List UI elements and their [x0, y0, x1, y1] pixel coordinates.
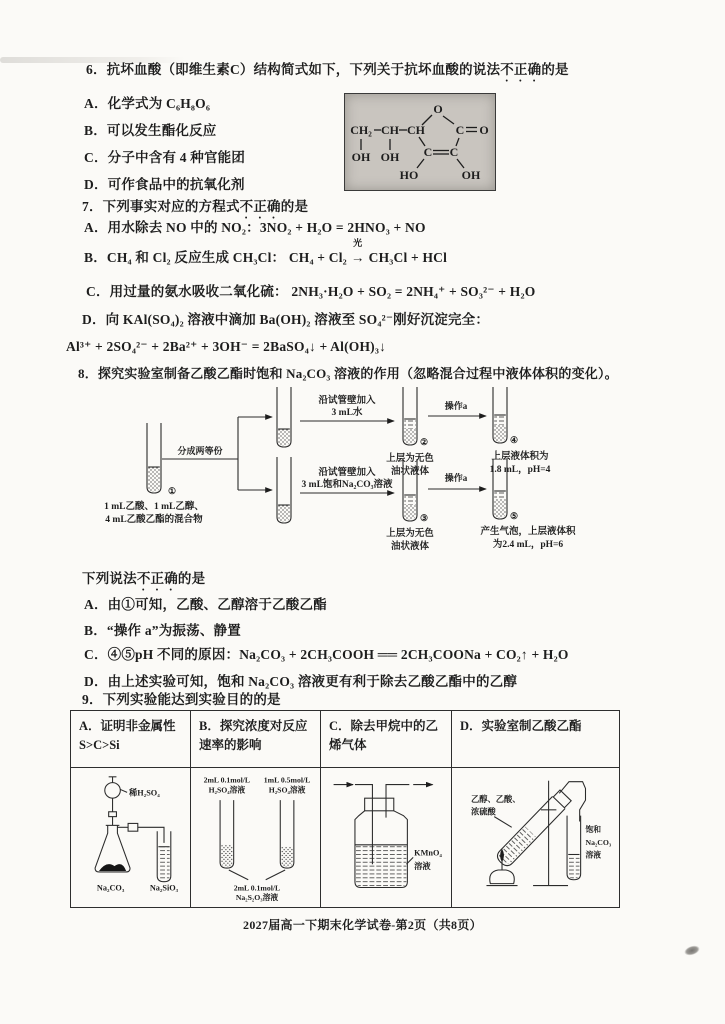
bottom-add-label-1: 沿试管壁加入 — [318, 468, 376, 478]
q8-option-b: B．“操作 a”为振荡、静置 — [84, 623, 241, 638]
reaction-arrow — [347, 238, 369, 268]
struct-oh-mid: OH — [380, 150, 400, 164]
tube-2-caption-1: 上层为无色 — [386, 454, 434, 464]
mixture-label-2: 4 mL乙酸乙酯的混合物 — [105, 515, 203, 525]
struct-ch2: CH₂ — [350, 123, 372, 137]
q7-stem-tail: 的是 — [280, 199, 309, 214]
q9-header-a: A．证明非金属性S>C>Si — [71, 711, 191, 768]
struct-o-ring: O — [433, 102, 443, 116]
q8-substem — [82, 569, 205, 594]
kmno4-label-2: 溶液 — [413, 862, 431, 872]
q8-flow-diagram — [88, 383, 663, 555]
saturated-label-2: Na₂CO₃ — [585, 837, 612, 847]
reaction-condition: 光 — [353, 238, 363, 248]
tube-3-caption-1: 上层为无色 — [386, 529, 434, 539]
tube-1-conc-label-2: H₂SO₄溶液 — [208, 785, 245, 795]
receiving-tube — [567, 816, 581, 880]
q8-substem-tail: 的是 — [177, 571, 206, 586]
na2sio3-label: Na₂SiO₃ — [149, 883, 178, 893]
q7-option-c: C．用过量的氨水吸收二氧化硫： 2NH₃·H₂O + SO₂ = 2NH₄⁺ + SO₃²⁻ + H₂O — [86, 284, 536, 299]
q6-option-d: D．可作食品中的抗氧化剂 — [84, 177, 245, 192]
tube-4-caption-1: 上层液体积为 — [491, 452, 549, 462]
q6-stem — [86, 60, 569, 85]
tube-1-number: ① — [168, 486, 177, 496]
q9-table — [70, 710, 620, 908]
q8-stem: 8．探究实验室制备乙酸乙酯时饱和 Na₂CO₃ 溶液的作用（忽略混合过程中液体体积的变化）。 — [78, 366, 618, 381]
split-label: 分成两等份 — [177, 446, 223, 456]
vitamin-c-structure-box — [344, 93, 496, 191]
q8-option-c: C．④⑤pH 不同的原因：Na₂CO₃ + 2CH₃COOH ══ 2CH₃COONa + CO₂↑ + H₂O — [84, 647, 569, 662]
apparatus-a-diagram — [73, 771, 189, 904]
q6-stem-text: 6．抗坏血酸（即维生素C）结构简式如下，下列关于抗坏血酸的说法 — [86, 62, 501, 77]
struct-c-left: C — [423, 145, 433, 159]
bottom-add-label-2: 3 mL饱和Na₂CO₃溶液 — [301, 480, 393, 490]
q7-option-b-products: CH₃Cl + HCl — [368, 250, 448, 265]
q7-stem-text: 7．下列事实对应的方程式 — [82, 199, 240, 214]
saturated-label-3: 溶液 — [585, 850, 602, 860]
q9-header-b: B．探究浓度对反应速率的影响 — [191, 711, 321, 768]
vitamin-c-structure-diagram — [345, 94, 497, 190]
operation-a-bottom: 操作a — [444, 473, 468, 483]
apparatus-d-diagram — [454, 771, 617, 904]
struct-o-carbonyl: O — [479, 123, 489, 137]
tube-5-caption-2: 为2.4 mL，pH=6 — [492, 540, 564, 550]
tube-5-caption-1: 产生气泡，上层液体积 — [480, 527, 576, 537]
struct-oh-bottom: OH — [461, 168, 481, 182]
q9-stem: 9．下列实验能达到实验目的的是 — [82, 692, 281, 707]
na2s2o3-label-2: Na₂S₂O₃溶液 — [235, 893, 278, 903]
operation-a-top: 操作a — [444, 401, 468, 411]
tube-2-caption-2: 油状液体 — [390, 467, 430, 477]
tube-3-caption-2: 油状液体 — [390, 542, 430, 552]
q6-option-c: C．分子中含有 4 种官能团 — [84, 150, 246, 165]
q6-stem-tail: 的是 — [541, 62, 569, 77]
q9-cell-c — [321, 768, 452, 907]
struct-ho-bottom: HO — [399, 168, 419, 182]
page-footer: 2027届高一下期末化学试卷-第2页（共8页） — [243, 918, 482, 932]
tube-1-conc-label-1: 2mL 0.1mol/L — [203, 775, 250, 785]
mixture-label-line2: 浓硫酸 — [470, 807, 496, 817]
saturated-label-1: 饱和 — [585, 825, 602, 835]
struct-c-right: C — [449, 145, 459, 159]
mixture-label-line1: 乙醇、乙酸、 — [470, 795, 521, 805]
tube-4-caption-2: 1.8 mL，pH=4 — [489, 465, 551, 475]
struct-ch-mid: CH — [381, 123, 399, 137]
q9-header-d: D．实验室制乙酸乙酯 — [452, 711, 619, 768]
q9-header-c: C．除去甲烷中的乙烯气体 — [321, 711, 452, 768]
q8-option-d: D．由上述实验可知，饱和 Na₂CO₃ 溶液更有利于除去乙酸乙酯中的乙醇 — [84, 674, 518, 689]
tube-2-number: ② — [420, 437, 429, 447]
q7-option-b-text: B．CH₄ 和 Cl₂ 反应生成 CH₃Cl： CH₄ + Cl₂ — [84, 250, 347, 265]
mixture-label-1: 1 mL乙酸、1 mL乙醇、 — [104, 502, 204, 512]
q7-stem-emphasis: 不正确 — [239, 199, 281, 214]
apparatus-c-diagram — [323, 771, 450, 904]
struct-ch-ring: CH — [407, 123, 425, 137]
tube-4-number: ④ — [510, 435, 519, 445]
q9-cell-d — [452, 768, 619, 907]
q6-option-b: B．可以发生酯化反应 — [84, 123, 217, 138]
q7-option-b — [84, 238, 448, 268]
q7-option-d-equation: Al³⁺ + 2SO₄²⁻ + 2Ba²⁺ + 3OH⁻ = 2BaSO₄↓ + Al(OH)₃↓ — [66, 339, 387, 354]
q9-cell-b — [191, 768, 321, 907]
struct-oh-left: OH — [351, 150, 371, 164]
arrow-glyph: → — [350, 250, 365, 265]
q6-option-a: A．化学式为 C₆H₈O₆ — [84, 96, 211, 111]
kmno4-label-1: KMnO₄ — [413, 848, 442, 858]
test-tube-2 — [403, 387, 417, 445]
test-tube-1 — [147, 423, 161, 493]
test-tube-4 — [493, 387, 507, 443]
tube-3-number: ③ — [420, 513, 429, 523]
scan-smudge — [683, 944, 701, 958]
na2co3-label: Na₂CO₃ — [96, 883, 124, 893]
tube-2-conc-label-1: 1mL 0.5mol/L — [263, 775, 310, 785]
top-add-label-1: 沿试管壁加入 — [318, 396, 376, 406]
tube-5-number: ⑤ — [510, 511, 519, 521]
dilute-h2so4-label: 稀H₂SO₄ — [128, 788, 160, 798]
q8-option-a: A．由①可知，乙酸、乙醇溶于乙酸乙酯 — [84, 597, 327, 612]
q8-substem-emphasis: 不正确 — [136, 571, 178, 586]
q8-substem-text: 下列说法 — [82, 571, 137, 586]
q6-stem-emphasis: 不正确 — [500, 62, 542, 77]
na2s2o3-label-1: 2mL 0.1mol/L — [233, 883, 280, 893]
q7-option-a: A．用水除去 NO 中的 NO₂：3NO₂ + H₂O = 2HNO₃ + NO — [84, 220, 426, 235]
tube-2-conc-label-2: H₂SO₄溶液 — [268, 785, 305, 795]
test-tube-bottom — [277, 457, 291, 523]
struct-c-carbonyl: C — [455, 123, 465, 137]
top-add-label-2: 3 mL水 — [331, 408, 363, 418]
q7-option-d: D．向 KAl(SO₄)₂ 溶液中滴加 Ba(OH)₂ 溶液至 SO₄²⁻刚好沉淀完全： — [82, 312, 490, 327]
q9-cell-a — [71, 768, 191, 907]
apparatus-b-diagram — [193, 771, 319, 904]
test-tube-top — [277, 387, 291, 447]
